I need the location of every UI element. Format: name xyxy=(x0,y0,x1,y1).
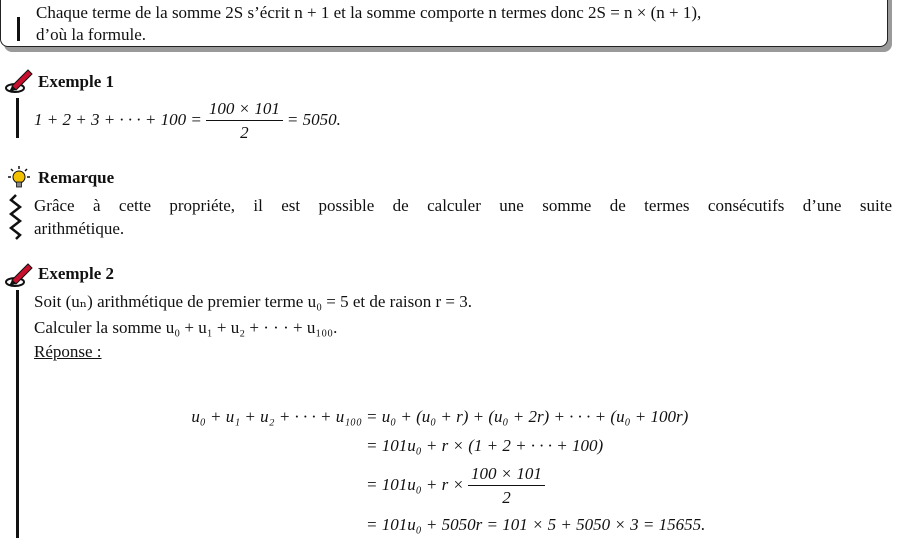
exemple2-title: Exemple 2 xyxy=(38,264,115,283)
eq-line-3 xyxy=(366,462,549,508)
exemple1-fraction xyxy=(206,99,283,143)
eq-line-1: = u₀ + (u₀ + r) + (u₀ + 2r) + · · · + (u₀ + 100r) xyxy=(366,407,689,426)
remarque-line-2: arithmétique. xyxy=(34,219,125,238)
pencil-icon xyxy=(4,66,34,96)
exemple1-rhs: = 5050. xyxy=(286,110,341,129)
eq3-num: 100 × 101 xyxy=(468,464,545,486)
exemple1-formula xyxy=(34,98,341,143)
exemple1-num: 100 × 101 xyxy=(206,99,283,121)
exemple2-line-1: Soit (uₙ) arithmétique de premier terme u₀ = 5 et de raison r = 3. xyxy=(34,292,472,311)
proof-line-1: Chaque terme de la somme 2S s’écrit n + 1 et la somme comporte n termes donc 2S = n × (n + 1), xyxy=(36,3,702,22)
exemple1-title: Exemple 1 xyxy=(38,72,115,91)
exemple1-den: 2 xyxy=(240,123,249,143)
remarque-line-1: Grâce à cette propriéte, il est possible de calculer une somme de termes consécutifs d’une suite xyxy=(34,196,892,215)
eq-line-2: = 101u₀ + r × (1 + 2 + · · · + 100) xyxy=(366,436,604,455)
eq-line-4: = 101u₀ + 5050r = 101 × 5 + 5050 × 3 = 15655. xyxy=(366,515,706,534)
proof-line-2: d’où la formule. xyxy=(36,25,146,44)
lightbulb-icon xyxy=(4,164,34,194)
exemple1-lhs: 1 + 2 + 3 + · · · + 100 = xyxy=(34,110,202,129)
remarque-title: Remarque xyxy=(38,168,115,187)
exemple2-bar xyxy=(16,290,19,538)
remarque-zigzag xyxy=(8,194,24,240)
eq-lhs: u₀ + u₁ + u₂ + · · · + u₁₀₀ xyxy=(191,407,362,426)
pencil-icon xyxy=(4,260,34,290)
reponse-label: Réponse : xyxy=(34,342,102,361)
eq3-fraction xyxy=(468,464,545,508)
exemple1-bar xyxy=(16,98,19,138)
eq3-den: 2 xyxy=(502,488,511,508)
eq3-pre: = 101u₀ + r × xyxy=(366,475,464,494)
proof-box-bar xyxy=(17,17,20,41)
exemple2-line-2: Calculer la somme u₀ + u₁ + u₂ + · · · + u₁₀₀. xyxy=(34,318,338,337)
